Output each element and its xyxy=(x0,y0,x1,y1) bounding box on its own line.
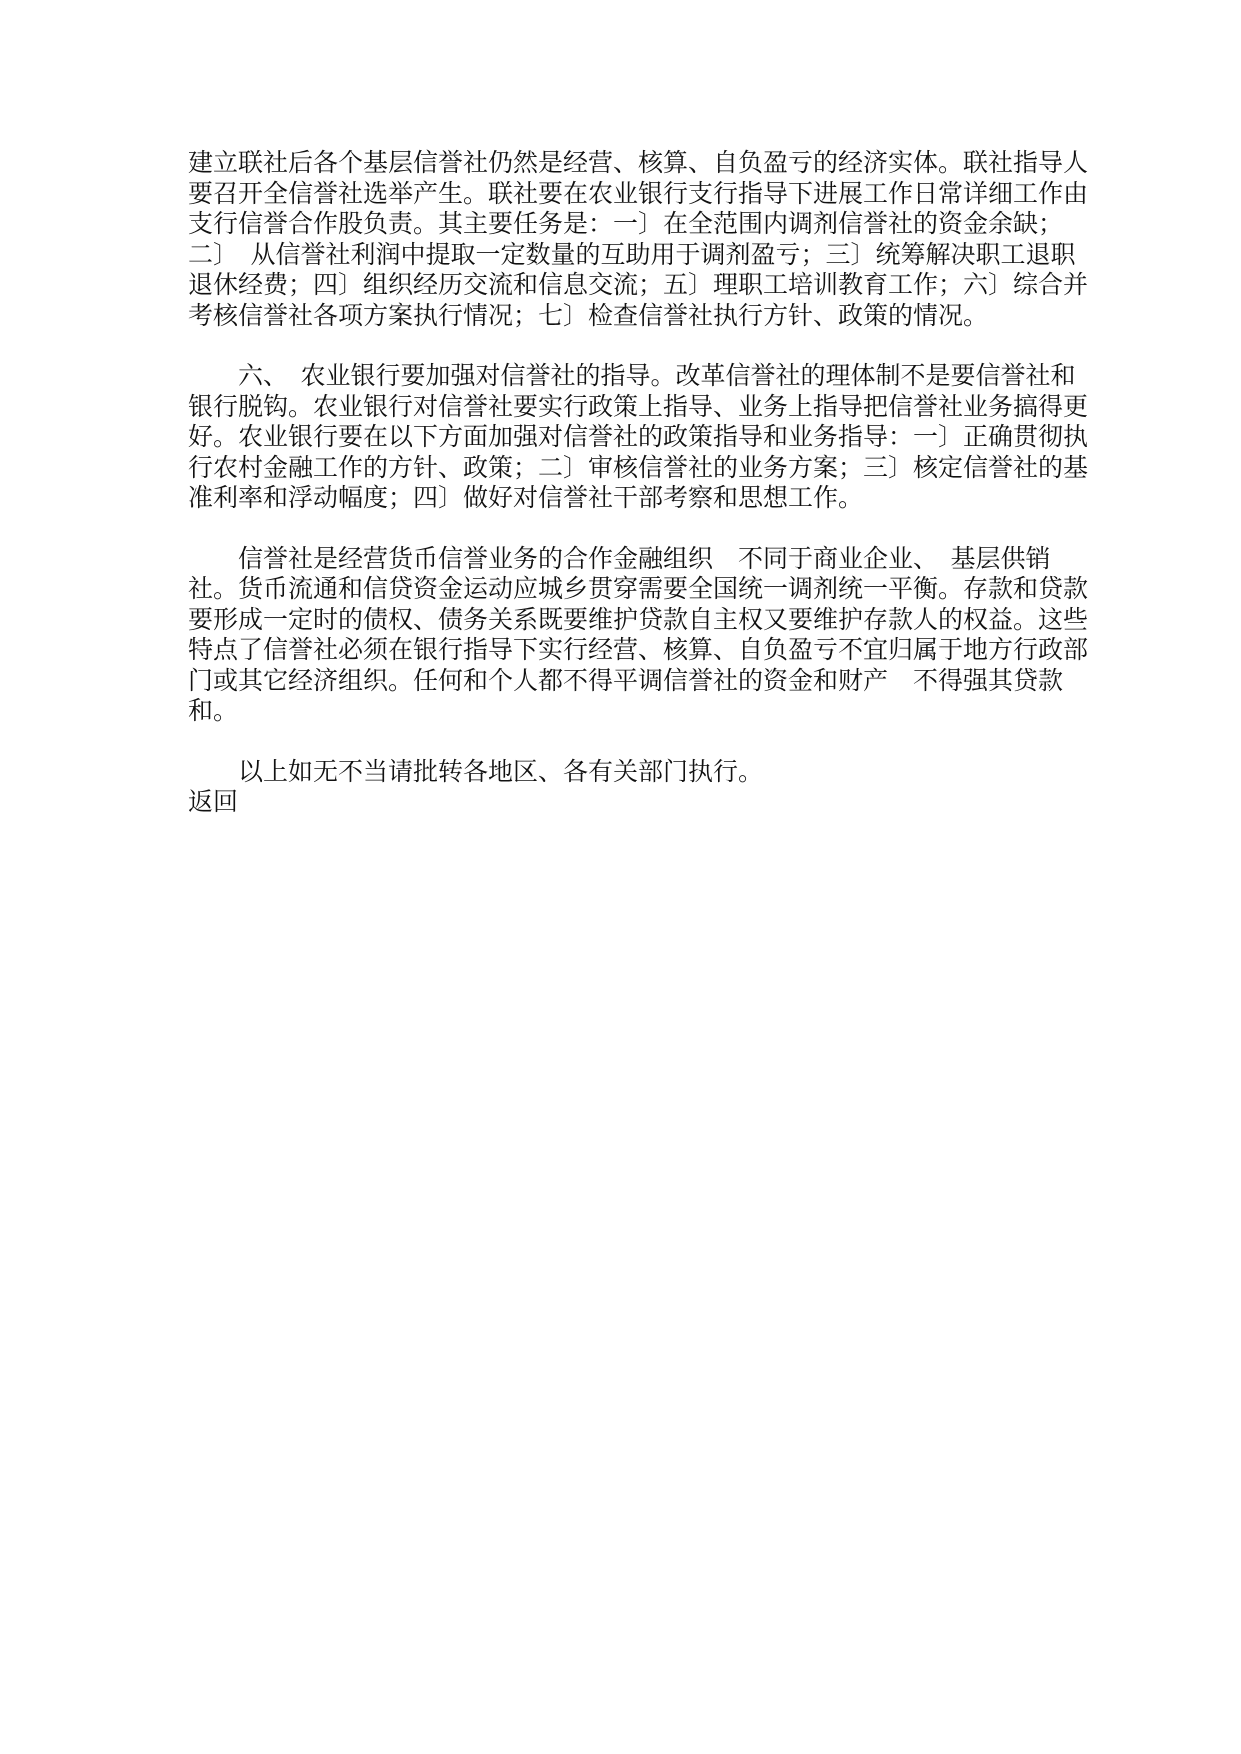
paragraph-bank-guidance: 六、 农业银行要加强对信誉社的指导。改革信誉社的理体制不是要信誉社和银行脱钩。农业银行对信誉社要实行政策上指导、业务上指导把信誉社业务搞得更好。农业银行要在以下方面加强对信誉社的政策指导和业务指导：一〕正确贯彻执行农村金融工作的方针、政策；二〕审核信誉社的业务方案；三〕核定信誉社的基准利率和浮动幅度；四〕做好对信誉社干部考察和思想工作。 xyxy=(188,361,1089,512)
back-link[interactable]: 返回 xyxy=(188,787,239,816)
paragraph-credit-union-federation: 建立联社后各个基层信誉社仍然是经营、核算、自负盈亏的经济实体。联社指导人 要召开全信誉社选举产生。联社要在农业银行支行指导下进展工作日常详细工作由支行信誉合作股负责。其主要任务是：一〕在全范围内调剂信誉社的资金余缺； 二〕 从信誉社利润中提取一定数量的互助用于调剂盈亏；三〕统筹解决职工退职退休经费；四〕组织经历交流和信息交流；五〕理职工培训教育工作；六〕综合并考核信誉社各项方案执行情况；七〕检查信誉社执行方针、政策的情况。 xyxy=(188,148,1114,330)
paragraph-cooperative-finance: 信誉社是经营货币信誉业务的合作金融组织 不同于商业企业、 基层供销社。货币流通和信贷资金运动应城乡贯穿需要全国统一调剂统一平衡。存款和贷款要形成一定时的债权、债务关系既要维护贷款自主权又要维护存款人的权益。这些特点了信誉社必须在银行指导下实行经营、核算、自负盈亏不宜归属于地方行政部门或其它经济组织。任何和个人都不得平调信誉社的资金和财产 不得强其贷款和。 xyxy=(188,543,1089,725)
paragraph-closing-request: 以上如无不当请批转各地区、各有关部门执行。 xyxy=(188,756,764,786)
document-body xyxy=(188,148,1114,818)
